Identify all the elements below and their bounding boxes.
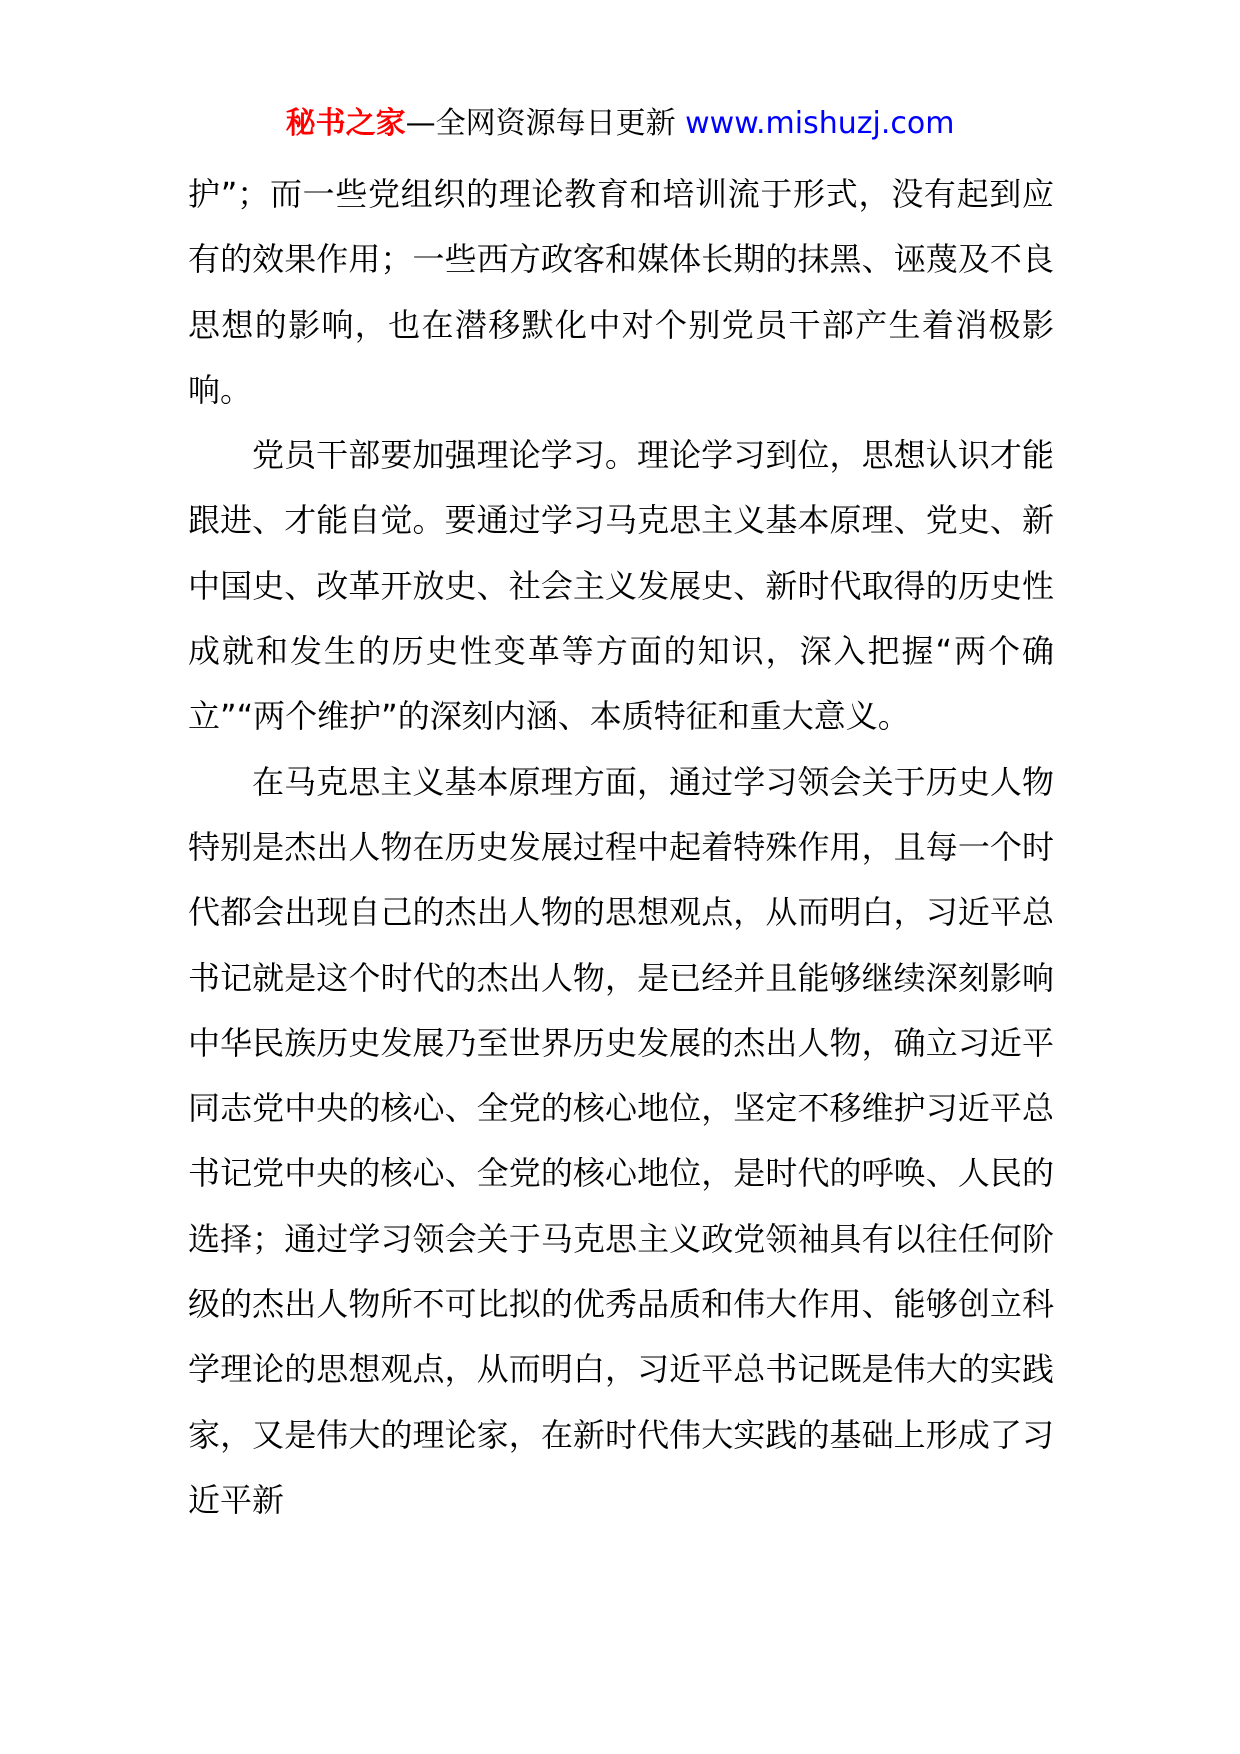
page-header	[0, 100, 1240, 148]
paragraph-2: 党员干部要加强理论学习。理论学习到位，思想认识才能跟进、才能自觉。要通过学习马克思主义基本原理、党史、新中国史、改革开放史、社会主义发展史、新时代取得的历史性成就和发生的历史性变革等方面的知识，深入把握“两个确立”“两个维护”的深刻内涵、本质特征和重大意义。	[188, 436, 1054, 736]
header-url-link[interactable]: www.mishuzj.com	[685, 106, 955, 141]
paragraph-3: 在马克思主义基本原理方面，通过学习领会关于历史人物特别是杰出人物在历史发展过程中起着特殊作用，且每一个时代都会出现自己的杰出人物的思想观点，从而明白，习近平总书记就是这个时代的杰出人物，是已经并且能够继续深刻影响中华民族历史发展乃至世界历史发展的杰出人物，确立习近平同志党中央的核心、全党的核心地位，坚定不移维护习近平总书记党中央的核心、全党的核心地位，是时代的呼唤、人民的选择；通过学习领会关于马克思主义政党领袖具有以往任何阶级的杰出人物所不可比拟的优秀品质和伟大作用、能够创立科学理论的思想观点，从而明白，习近平总书记既是伟大的实践家，又是伟大的理论家，在新时代伟大实践的基础上形成了习近平新	[188, 762, 1054, 1519]
paragraph-1: 护”；而一些党组织的理论教育和培训流于形式，没有起到应有的效果作用；一些西方政客和媒体长期的抹黑、诬蔑及不良思想的影响，也在潜移默化中对个别党员干部产生着消极影响。	[188, 175, 1054, 409]
header-slogan: —全网资源每日更新	[405, 106, 676, 141]
document-body	[188, 162, 1054, 1533]
header-brand: 秘书之家	[285, 106, 406, 141]
